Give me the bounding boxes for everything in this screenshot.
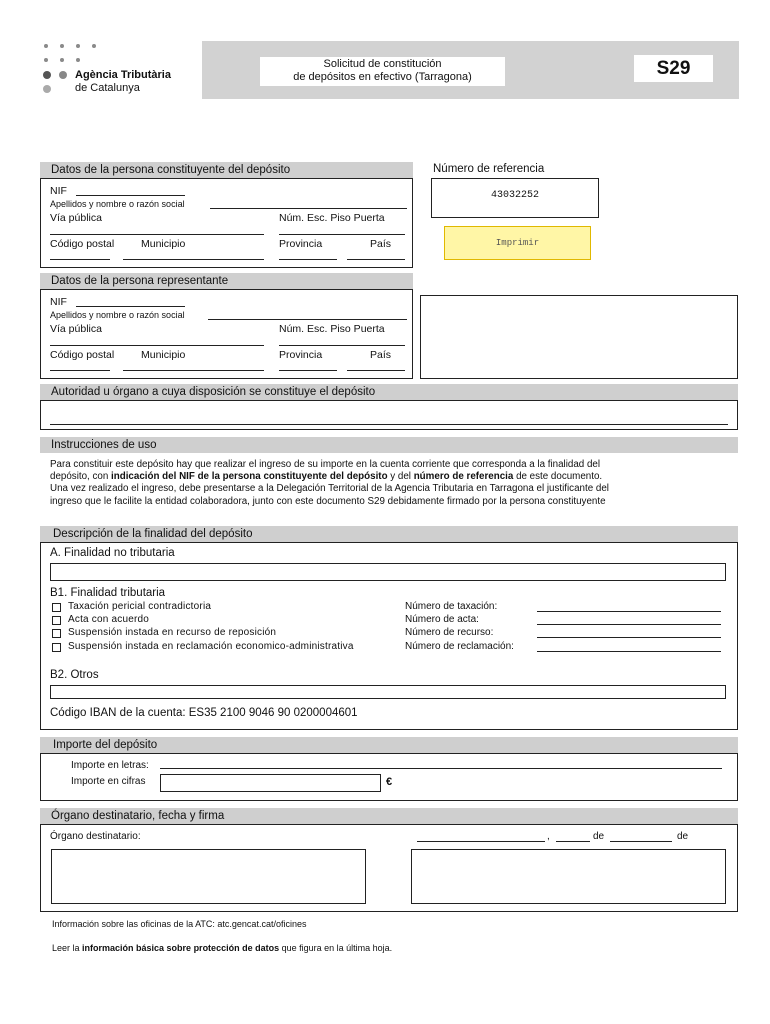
agency-name-line2: de Catalunya: [75, 82, 140, 94]
num-label: Núm. Esc. Piso Puerta: [279, 212, 385, 224]
day-field[interactable]: [556, 841, 590, 842]
signature-field[interactable]: [411, 849, 726, 904]
privacy-span: que figura en la última hoja.: [279, 943, 393, 953]
option-reclamacion-label: Suspensión instada en reclamación economico-administrativa: [68, 641, 354, 652]
date-de-1: de: [593, 831, 605, 842]
rep-cp-field[interactable]: [50, 370, 110, 371]
instr-line: Una vez realizado el ingreso, debe presentarse a la Delegación Territorial de la Agencia Tributaria en Tarragona el justificante del: [50, 483, 609, 495]
cp-label: Código postal: [50, 238, 115, 250]
importe-cifras-label: Importe en cifras: [71, 776, 146, 787]
rep-pais-field[interactable]: [347, 370, 405, 371]
rep-municipio-label: Municipio: [141, 349, 186, 361]
instr-span: de este documento.: [513, 471, 603, 483]
municipio-label: Municipio: [141, 238, 186, 250]
instr-span: y del: [387, 471, 414, 483]
referencia-label: Número de referencia: [433, 163, 545, 175]
checkbox-acta[interactable]: [52, 616, 61, 625]
finalidad-b2-field[interactable]: [50, 685, 726, 699]
rep-nif-field[interactable]: [76, 306, 185, 307]
footer-info: Información sobre las oficinas de la ATC: atc.gencat.cat/oficines: [52, 919, 307, 929]
section-finalidad-title: Descripción de la finalidad del depósito: [40, 526, 738, 542]
print-button[interactable]: Imprimir: [444, 226, 591, 260]
checkbox-reclamacion[interactable]: [52, 643, 61, 652]
instr-line: ingreso que le facilite la entidad colaboradora, junto con este documento S29 debidamente firmado por la persona constituyente: [50, 495, 606, 507]
logo-dot: [76, 44, 80, 48]
form-code: S29: [634, 55, 713, 82]
finalidad-b1-title: B1. Finalidad tributaria: [50, 587, 166, 599]
referencia-value: 43032252: [431, 178, 599, 218]
via-label: Vía pública: [50, 212, 102, 224]
month-field[interactable]: [610, 841, 672, 842]
option-taxacion-label: Taxación pericial contradictoria: [68, 601, 212, 612]
section-constituyente-title: Datos de la persona constituyente del depósito: [40, 162, 413, 178]
finalidad-a-title: A. Finalidad no tributaria: [50, 547, 175, 559]
option-acta-number-label: Número de acta:: [405, 614, 479, 625]
rep-provincia-label: Provincia: [279, 349, 323, 361]
section-representante-title: Datos de la persona representante: [40, 273, 413, 289]
privacy-link[interactable]: información básica sobre protección de datos: [82, 943, 280, 953]
logo-dot: [92, 44, 96, 48]
pais-label: País: [370, 238, 392, 250]
iban-text: Código IBAN de la cuenta: ES35 2100 9046 90 0200004601: [50, 707, 358, 719]
instr-span: depósito, con: [50, 471, 112, 483]
finalidad-b2-title: B2. Otros: [50, 669, 99, 681]
date-de-2: de: [677, 831, 689, 842]
checkbox-recurso[interactable]: [52, 629, 61, 638]
nif-label: NIF: [50, 185, 67, 197]
rep-via-label: Vía pública: [50, 323, 102, 335]
section-autoridad-title: Autoridad u órgano a cuya disposición se constituye el depósito: [40, 384, 738, 400]
date-comma: ,: [547, 831, 550, 842]
section-importe-title: Importe del depósito: [40, 737, 738, 753]
destinatario-label: Órgano destinatario:: [50, 831, 141, 842]
rep-apellidos-label: Apellidos y nombre o razón social: [50, 310, 185, 320]
rep-cp-label: Código postal: [50, 349, 115, 361]
form-title: [260, 57, 505, 86]
logo-dot: [59, 71, 67, 79]
via-field[interactable]: [50, 234, 264, 235]
instrucciones-text: [50, 459, 740, 508]
provincia-label: Provincia: [279, 238, 323, 250]
importe-letras-field[interactable]: [160, 768, 722, 769]
place-field[interactable]: [417, 841, 545, 842]
taxacion-number-field[interactable]: [537, 611, 721, 612]
apellidos-label: Apellidos y nombre o razón social: [50, 199, 185, 209]
rep-municipio-field[interactable]: [123, 370, 264, 371]
cp-field[interactable]: [50, 259, 110, 260]
reclamacion-number-field[interactable]: [537, 651, 721, 652]
destinatario-field[interactable]: [51, 849, 366, 904]
logo-dot: [43, 71, 51, 79]
instr-line: Para constituir este depósito hay que realizar el ingreso de su importe en la cuenta corriente que corresponda a la finalidad del: [50, 459, 601, 470]
representante-extra-box[interactable]: [420, 295, 738, 379]
importe-cifras-field[interactable]: [160, 774, 381, 792]
logo-dot: [44, 44, 48, 48]
logo-dot: [44, 58, 48, 62]
section-organo-title: Órgano destinatario, fecha y firma: [40, 808, 738, 824]
option-reclamacion-number-label: Número de reclamación:: [405, 641, 514, 652]
municipio-field[interactable]: [123, 259, 264, 260]
autoridad-box: [40, 400, 738, 430]
nif-field[interactable]: [76, 195, 185, 196]
instr-line: [50, 471, 740, 483]
pais-field[interactable]: [347, 259, 405, 260]
apellidos-field[interactable]: [210, 208, 407, 209]
instr-bold-ref: número de referencia: [413, 471, 514, 483]
finalidad-a-field[interactable]: [50, 563, 726, 581]
provincia-field[interactable]: [279, 259, 337, 260]
logo-dot: [60, 58, 64, 62]
footer-privacy: [52, 943, 392, 953]
form-title-line2: de depósitos en efectivo (Tarragona): [293, 71, 472, 83]
rep-nif-label: NIF: [50, 296, 67, 308]
autoridad-field[interactable]: [50, 424, 728, 425]
currency-symbol: €: [386, 776, 393, 788]
logo-dot: [60, 44, 64, 48]
recurso-number-field[interactable]: [537, 637, 721, 638]
option-recurso-label: Suspensión instada en recurso de reposición: [68, 627, 277, 638]
logo-dot: [43, 85, 51, 93]
rep-pais-label: País: [370, 349, 392, 361]
rep-num-field[interactable]: [279, 345, 405, 346]
rep-num-label: Núm. Esc. Piso Puerta: [279, 323, 385, 335]
form-title-line1: Solicitud de constitución: [323, 58, 442, 70]
rep-via-field[interactable]: [50, 345, 264, 346]
num-field[interactable]: [279, 234, 405, 235]
agency-name-line1: Agència Tributària: [75, 69, 171, 81]
rep-apellidos-field[interactable]: [208, 319, 407, 320]
option-taxacion-number-label: Número de taxación:: [405, 601, 498, 612]
checkbox-taxacion[interactable]: [52, 603, 61, 612]
rep-provincia-field[interactable]: [279, 370, 337, 371]
logo-dot: [76, 58, 80, 62]
section-instrucciones-title: Instrucciones de uso: [40, 437, 738, 453]
option-acta-label: Acta con acuerdo: [68, 614, 150, 625]
option-recurso-number-label: Número de recurso:: [405, 627, 494, 638]
instr-bold-nif: indicación del NIF de la persona constituyente del depósito: [111, 471, 388, 483]
acta-number-field[interactable]: [537, 624, 721, 625]
privacy-span: Leer la: [52, 943, 83, 953]
importe-letras-label: Importe en letras:: [71, 760, 149, 771]
